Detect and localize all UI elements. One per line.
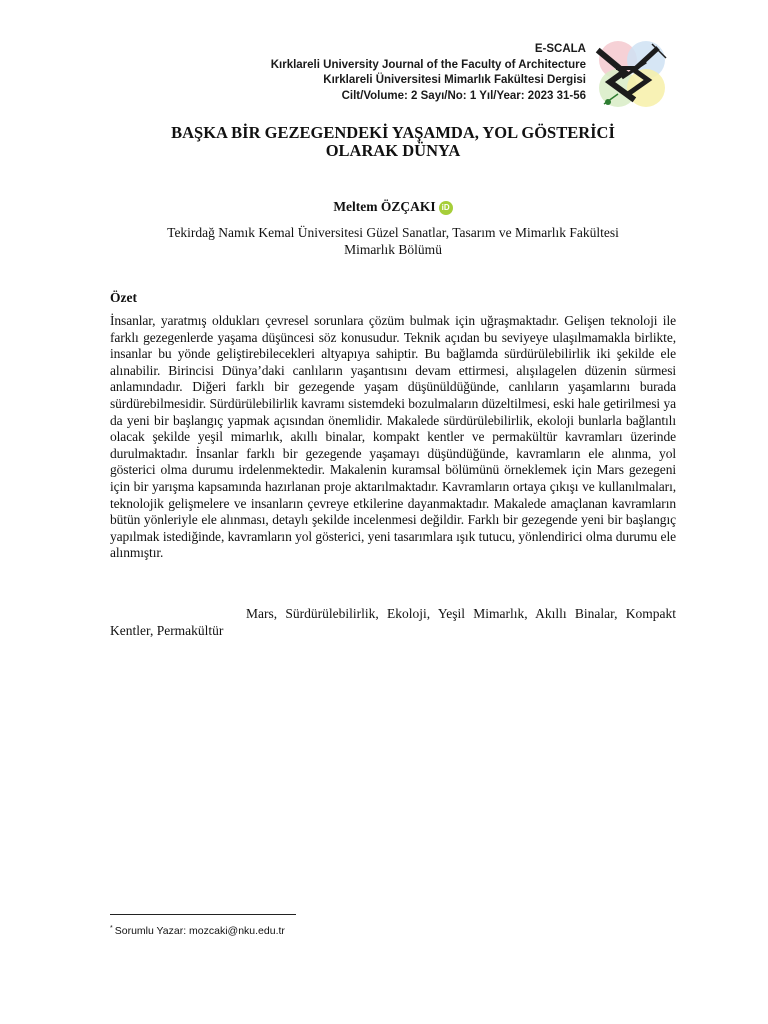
journal-name-turkish: Kırklareli Üniversitesi Mimarlık Fakültesi Dergisi: [323, 74, 586, 86]
footnote-marker: *: [110, 925, 113, 932]
journal-header: [271, 42, 586, 104]
journal-logo: [588, 38, 674, 112]
author-name: Meltem ÖZÇAKI: [333, 199, 436, 214]
author-line: [110, 198, 676, 216]
affiliation: [110, 224, 676, 258]
footnote-text: Sorumlu Yazar: mozcaki@nku.edu.tr: [114, 925, 285, 937]
abstract-body: İnsanlar, yaratmış oldukları çevresel sorunlara çözüm bulmak için uğraşmaktadır. Gelişen teknoloji ile farklı gezegenlerde yaşama düşüncesi söz konusudur. Teknik açıdan bu seviyeye ulaşılmamakla birlikte, insanlar bu yönde geliştirebilecekleri altyapıya sahiptir. Bu bağlamda sürdürülebilirlik iki şekilde ele alınabilir. Birincisi Dünya’daki canlıların yaşantısını devam ettirmesi, alışılagelen düzenin sürmesi anlamındadır. Diğeri farklı bir gezegende yaşam düşünüldüğünde, canlıların yaşamlarını burada sürdürebilmesidir. Sürdürülebilirlik kavramı sistemdeki bozulmaların düzeltilmesi, eski hale getirilmesi ya da yeni bir başlangıç yapmak açısından önemlidir. Makalede sürdürülebilirlik, ekoloji bunlarla bağlantılı olacak şekilde yeşil mimarlık, akıllı binalar, kompakt kentler ve permakültür kavramları üzerinde durulmaktadır. İnsanlar farklı bir gezegende yaşamayı düşündüğünde, kavramların ele alınma, yol gösterici olma durumu irdelenmektedir. Makalenin kuramsal bölümünü örneklemek için Mars gezegeni için bir yarışma kapsamında hazırlanan proje aktarılmaktadır. Kavramların ortaya çıkışı ve kullanılmaları, teknolojik gelişmelere ve insanların çevreye etkilerine dayanmaktadır. Makalede amaçlanan kavramların bütün yönleriyle ele alınması, detaylı şekilde incelenmesi değildir. Farklı bir gezegende yeni bir başlangıç yapılmak istediğinde, kavramların yol gösterici, yeni tasarımlara ışık tutucu, yönlendirici olma durumu ele alınmıştır.: [110, 313, 676, 561]
keywords: Mars, Sürdürülebilirlik, Ekoloji, Yeşil Mimarlık, Akıllı Binalar, Kompakt Kentler, Permakültür: [110, 606, 676, 638]
abstract-heading: Özet: [110, 290, 137, 305]
journal-name-english: Kırklareli University Journal of the Faculty of Architecture: [270, 58, 586, 71]
orcid-icon[interactable]: iD: [439, 201, 453, 215]
affiliation-line-2: Mimarlık Bölümü: [344, 242, 442, 257]
affiliation-line-1: Tekirdağ Namık Kemal Üniversitesi Güzel Sanatlar, Tasarım ve Mimarlık Fakültesi: [167, 225, 619, 240]
footnote-divider: [110, 914, 296, 915]
article-title: [110, 124, 676, 160]
journal-volume-info: Cilt/Volume: 2 Sayı/No: 1 Yıl/Year: 2023 31-56: [341, 89, 586, 102]
title-line-1: BAŞKA BİR GEZEGENDEKİ YAŞAMDA, YOL GÖSTERİCİ: [171, 123, 615, 142]
footnote: [110, 922, 285, 938]
journal-name-short: E-SCALA: [534, 43, 586, 55]
title-line-2: OLARAK DÜNYA: [325, 141, 461, 160]
